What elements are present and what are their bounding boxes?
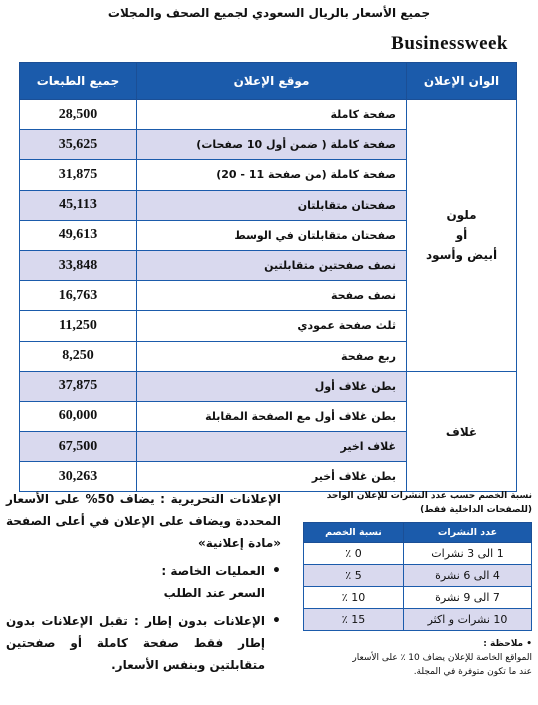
discount-rate: 10 ٪ <box>304 587 404 609</box>
ad-position: غلاف اخير <box>137 432 407 462</box>
discount-section <box>304 489 532 679</box>
discount-rate: 0 ٪ <box>304 543 404 565</box>
group-cover: غلاف <box>407 371 517 492</box>
ad-position: صفحة كاملة ( ضمن أول 10 صفحات) <box>137 130 407 160</box>
frameless-ads-note <box>6 610 281 676</box>
header-ad-position: موقع الإعلان <box>137 63 407 100</box>
ad-price: 11,250 <box>20 311 137 341</box>
group-color-options: ملون أو أبيض وأسود <box>407 100 517 372</box>
insertion-count: 7 الى 9 نشرة <box>404 587 532 609</box>
ad-price: 49,613 <box>20 220 137 250</box>
discount-rate: 5 ٪ <box>304 565 404 587</box>
ad-position: بطن غلاف أول مع الصفحة المقابلة <box>137 401 407 431</box>
insertion-count: 4 الى 6 نشرة <box>404 565 532 587</box>
pricing-table-header <box>20 63 517 100</box>
terms-notes <box>6 488 281 676</box>
editorial-ads-note: الإعلانات التحريرية : يضاف 50% على الأسعار المحددة ويضاف على الإعلان في أعلى الصفحة «مادة إعلانية» <box>6 492 281 550</box>
ad-price: 31,875 <box>20 160 137 190</box>
special-operations-note <box>6 560 281 604</box>
ad-position: نصف صفحة <box>137 281 407 311</box>
table-row <box>20 371 517 401</box>
pricing-table <box>19 62 517 492</box>
ad-price: 8,250 <box>20 341 137 371</box>
header-discount-rate: نسبة الخصم <box>304 523 404 543</box>
ad-position: صفحة كاملة (من صفحة 11 - 20) <box>137 160 407 190</box>
discount-rate: 15 ٪ <box>304 609 404 631</box>
header-all-editions: جميع الطبعات <box>20 63 137 100</box>
ad-position: بطن غلاف أخير <box>137 462 407 492</box>
table-row <box>304 587 532 609</box>
ad-position: بطن غلاف أول <box>137 371 407 401</box>
ad-position: ربع صفحة <box>137 341 407 371</box>
insertion-count: 10 نشرات و اكثر <box>404 609 532 631</box>
ad-price: 45,113 <box>20 190 137 220</box>
table-row <box>304 565 532 587</box>
ad-price: 67,500 <box>20 432 137 462</box>
publication-name: Businessweek <box>391 33 508 54</box>
ad-position: صفحتان متقابلتان في الوسط <box>137 220 407 250</box>
insertion-count: 1 الى 3 نشرات <box>404 543 532 565</box>
table-row <box>20 100 517 130</box>
ad-price: 16,763 <box>20 281 137 311</box>
special-operations-value: السعر عند الطلب <box>163 586 265 600</box>
page-title: جميع الأسعار بالريال السعودي لجميع الصحف والمجلات <box>107 6 431 20</box>
ad-price: 60,000 <box>20 401 137 431</box>
note-line: المواقع الخاصة للإعلان يضاف 10 ٪ على الأسعار <box>352 653 532 663</box>
special-operations-label: العمليات الخاصة : <box>161 564 265 578</box>
frameless-ads-text: الإعلانات بدون إطار : تقبل الإعلانات بدون إطار فقط صفحة كاملة أو صفحتين متقابلتين وبنفس الأسعار. <box>6 614 265 672</box>
table-row <box>304 543 532 565</box>
discount-title: نسبة الخصم حسب عدد النشرات للإعلان الواحد (للصفحات الداخلية فقط) <box>326 491 532 515</box>
ad-position: صفحة كاملة <box>137 100 407 130</box>
ad-price: 37,875 <box>20 371 137 401</box>
ad-position: ثلث صفحة عمودي <box>137 311 407 341</box>
discount-note <box>304 637 532 679</box>
header-insertions: عدد النشرات <box>404 523 532 543</box>
note-line: عند ما تكون متوفرة في المجلة. <box>413 667 532 677</box>
header-ad-color: الوان الإعلان <box>407 63 517 100</box>
ad-price: 28,500 <box>20 100 137 130</box>
ad-position: صفحتان متقابلتان <box>137 190 407 220</box>
table-row <box>304 609 532 631</box>
bullet-icon: • <box>272 613 281 629</box>
ad-price: 35,625 <box>20 130 137 160</box>
discount-table-header <box>304 523 532 543</box>
discount-table <box>303 522 532 631</box>
note-heading: • ملاحظة : <box>483 639 532 649</box>
ad-price: 33,848 <box>20 250 137 280</box>
bullet-icon: • <box>272 563 281 579</box>
ad-position: نصف صفحتين متقابلتين <box>137 250 407 280</box>
ad-price: 30,263 <box>20 462 137 492</box>
